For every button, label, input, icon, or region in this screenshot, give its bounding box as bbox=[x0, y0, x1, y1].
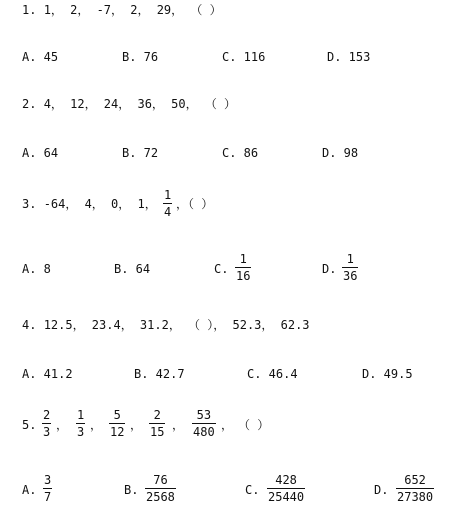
question-number: 5. bbox=[22, 418, 37, 432]
denominator: 3 bbox=[43, 425, 51, 439]
option-a: A. 64 bbox=[22, 146, 59, 160]
option-d-fraction bbox=[396, 473, 434, 504]
question-number: 4. bbox=[22, 318, 37, 332]
fraction-bar bbox=[267, 488, 305, 489]
fraction-bar bbox=[149, 423, 165, 424]
denominator: 36 bbox=[343, 269, 358, 283]
option-b-fraction bbox=[145, 473, 176, 504]
option-b: B. 64 bbox=[114, 262, 151, 276]
option-b-label: B. bbox=[124, 483, 139, 497]
denominator: 16 bbox=[236, 269, 251, 283]
numerator: 428 bbox=[275, 473, 297, 487]
separator: ， bbox=[221, 418, 234, 432]
denominator: 2568 bbox=[146, 490, 175, 504]
option-d: D. 98 bbox=[322, 146, 359, 160]
fraction-bar bbox=[109, 423, 125, 424]
question-2 bbox=[22, 97, 236, 111]
numerator: 2 bbox=[153, 408, 161, 422]
denominator: 15 bbox=[150, 425, 165, 439]
fraction-bar bbox=[163, 203, 172, 204]
separator: ， bbox=[130, 418, 143, 432]
option-d-label: D. bbox=[374, 483, 389, 497]
numerator: 76 bbox=[153, 473, 168, 487]
fraction-bar bbox=[42, 423, 51, 424]
numerator: 5 bbox=[113, 408, 121, 422]
option-a-label: A. bbox=[22, 483, 37, 497]
option-c-label: C. bbox=[214, 262, 229, 276]
numerator: 3 bbox=[44, 473, 52, 487]
question-number: 1. bbox=[22, 3, 37, 17]
option-a-fraction bbox=[43, 473, 52, 504]
fraction-bar bbox=[396, 488, 434, 489]
denominator: 3 bbox=[77, 425, 85, 439]
fraction-bar bbox=[192, 423, 216, 424]
question-sequence: 4， 12， 24， 36， 50， （ ） bbox=[43, 97, 237, 111]
option-d: D. 49.5 bbox=[362, 367, 413, 381]
question-blank: （ ） bbox=[238, 418, 270, 432]
denominator: 25440 bbox=[268, 490, 305, 504]
option-c: C. 86 bbox=[222, 146, 259, 160]
question-3 bbox=[22, 197, 157, 211]
question-blank: ，（ ） bbox=[176, 197, 214, 211]
option-b: B. 42.7 bbox=[134, 367, 185, 381]
question-number: 2. bbox=[22, 97, 37, 111]
sequence-fraction bbox=[149, 408, 165, 439]
question-4 bbox=[22, 318, 310, 332]
fraction-bar bbox=[145, 488, 176, 489]
sequence-fraction bbox=[109, 408, 125, 439]
option-d-fraction bbox=[342, 252, 358, 283]
sequence-fraction bbox=[163, 188, 172, 219]
separator: ， bbox=[172, 418, 185, 432]
option-b: B. 76 bbox=[122, 50, 159, 64]
fraction-bar bbox=[43, 488, 52, 489]
numerator: 1 bbox=[77, 408, 85, 422]
fraction-bar bbox=[76, 423, 85, 424]
option-a: A. 41.2 bbox=[22, 367, 73, 381]
question-sequence: 1， 2， -7， 2， 29， （ ） bbox=[43, 3, 222, 17]
question-sequence: 12.5， 23.4， 31.2， （ ）， 52.3， 62.3 bbox=[43, 318, 310, 332]
sequence-fraction bbox=[76, 408, 85, 439]
denominator: 7 bbox=[44, 490, 52, 504]
question-1 bbox=[22, 3, 222, 17]
numerator: 1 bbox=[239, 252, 247, 266]
separator: ， bbox=[56, 418, 69, 432]
option-b: B. 72 bbox=[122, 146, 159, 160]
option-a: A. 8 bbox=[22, 262, 51, 276]
option-c: C. 116 bbox=[222, 50, 266, 64]
denominator: 4 bbox=[164, 205, 172, 219]
numerator: 652 bbox=[404, 473, 426, 487]
numerator: 1 bbox=[346, 252, 354, 266]
fraction-bar bbox=[342, 267, 358, 268]
numerator: 53 bbox=[196, 408, 212, 422]
numerator: 1 bbox=[164, 188, 172, 202]
option-d: D. 153 bbox=[327, 50, 371, 64]
numerator: 2 bbox=[43, 408, 51, 422]
option-d-label: D. bbox=[322, 262, 337, 276]
option-a: A. 45 bbox=[22, 50, 59, 64]
denominator: 480 bbox=[193, 425, 215, 439]
sequence-fraction bbox=[192, 408, 216, 439]
option-c-fraction bbox=[235, 252, 251, 283]
question-number: 3. bbox=[22, 197, 37, 211]
option-c-label: C. bbox=[245, 483, 260, 497]
sequence-fraction bbox=[42, 408, 51, 439]
option-c: C. 46.4 bbox=[247, 367, 298, 381]
option-c-fraction bbox=[267, 473, 305, 504]
separator: ， bbox=[90, 418, 103, 432]
denominator: 27380 bbox=[397, 490, 434, 504]
question-sequence: -64， 4， 0， 1， bbox=[43, 197, 157, 211]
denominator: 12 bbox=[110, 425, 125, 439]
fraction-bar bbox=[235, 267, 251, 268]
